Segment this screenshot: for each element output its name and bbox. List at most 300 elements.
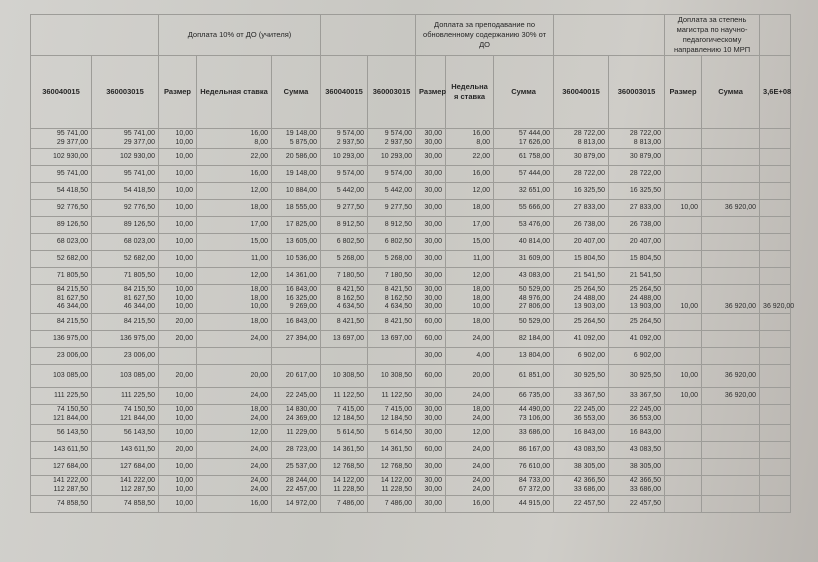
cell-value xyxy=(705,463,756,472)
table-cell xyxy=(665,442,702,459)
table-row xyxy=(31,459,791,476)
header-group-row xyxy=(31,15,791,56)
cell-value: 84 733,00 xyxy=(518,477,551,484)
table-cell xyxy=(272,348,321,365)
table-cell xyxy=(159,200,197,217)
column-header: 360040015 xyxy=(554,56,609,129)
cell-value xyxy=(763,392,787,401)
table-cell xyxy=(702,166,760,183)
table-cell xyxy=(494,388,554,405)
table-cell xyxy=(494,425,554,442)
cell-value: 11 122,50 xyxy=(381,391,413,399)
cell-value: 33 686,00 xyxy=(629,485,662,493)
table-cell xyxy=(368,314,416,331)
cell-value: 21 541,50 xyxy=(629,271,662,279)
cell-value: 19 148,00 xyxy=(285,130,318,137)
table-cell xyxy=(197,251,272,268)
table-cell xyxy=(702,217,760,234)
cell-value: 18,00 xyxy=(250,286,268,294)
cell-value: 30,00 xyxy=(424,130,443,137)
cell-value xyxy=(763,204,787,213)
table-cell xyxy=(702,285,760,314)
cell-value: 16 843,00 xyxy=(629,428,662,436)
table-cell xyxy=(159,217,197,234)
cell-value: 68 023,00 xyxy=(123,237,155,245)
table-cell xyxy=(665,129,702,149)
cell-value xyxy=(763,500,787,509)
cell-value: 10 308,50 xyxy=(332,371,365,379)
table-cell xyxy=(446,200,494,217)
table-cell xyxy=(609,331,665,348)
cell-value: 8 162,50 xyxy=(384,294,413,302)
table-cell xyxy=(416,251,446,268)
table-cell xyxy=(494,217,554,234)
cell-value: 10,00 xyxy=(680,303,699,311)
cell-value: 16,00 xyxy=(472,169,491,177)
cell-value: 86 167,00 xyxy=(518,445,551,453)
cell-value: 42 366,50 xyxy=(629,477,662,484)
cell-value: 10,00 xyxy=(175,462,193,470)
table-cell xyxy=(272,234,321,251)
table-row xyxy=(31,149,791,166)
cell-value: 10,00 xyxy=(175,428,193,436)
cell-value: 22,00 xyxy=(250,152,268,160)
table-cell xyxy=(368,217,416,234)
table-cell xyxy=(197,217,272,234)
table-cell xyxy=(197,166,272,183)
cell-value: 84 215,50 xyxy=(56,317,88,325)
table-cell xyxy=(92,405,159,425)
cell-value: 22 457,00 xyxy=(285,485,318,493)
table-cell xyxy=(446,234,494,251)
cell-value: 54 418,50 xyxy=(123,186,155,194)
cell-value: 22 245,00 xyxy=(629,406,662,413)
table-cell xyxy=(159,348,197,365)
cell-value: 19 148,00 xyxy=(285,169,318,177)
cell-value xyxy=(763,153,787,162)
cell-value xyxy=(668,139,698,148)
cell-value: 15,00 xyxy=(472,237,491,245)
table-cell xyxy=(665,217,702,234)
cell-value xyxy=(763,446,787,455)
cell-value: 68 023,00 xyxy=(56,237,88,245)
cell-value: 8,00 xyxy=(254,138,268,146)
table-cell xyxy=(702,314,760,331)
payroll-table xyxy=(30,14,795,513)
table-cell xyxy=(702,251,760,268)
table-cell xyxy=(446,442,494,459)
cell-value xyxy=(668,352,698,361)
cell-value: 41 092,00 xyxy=(573,334,606,342)
table-cell xyxy=(159,442,197,459)
cell-value xyxy=(371,352,412,361)
table-cell xyxy=(368,459,416,476)
table-cell xyxy=(197,459,272,476)
table-cell xyxy=(159,496,197,513)
cell-value xyxy=(763,429,787,438)
table-cell xyxy=(416,183,446,200)
table-cell xyxy=(665,149,702,166)
cell-value: 27 833,00 xyxy=(629,203,662,211)
cell-value: 18,00 xyxy=(250,294,268,302)
cell-value: 30,00 xyxy=(424,485,443,493)
table-cell xyxy=(197,476,272,496)
cell-value: 74 858,50 xyxy=(56,499,88,507)
cell-value: 13 697,00 xyxy=(380,334,413,342)
table-row xyxy=(31,365,791,388)
table-cell xyxy=(159,425,197,442)
cell-value: 27 833,00 xyxy=(573,203,606,211)
cell-value: 53 476,00 xyxy=(518,220,551,228)
table-cell xyxy=(92,234,159,251)
cell-value: 36 920,00 xyxy=(724,303,757,311)
table-cell xyxy=(321,268,368,285)
cell-value: 29 377,00 xyxy=(123,138,155,146)
table-cell xyxy=(665,388,702,405)
table-row xyxy=(31,251,791,268)
cell-value: 7 486,00 xyxy=(384,499,413,507)
cell-value: 16 843,00 xyxy=(285,286,318,294)
cell-value: 10,00 xyxy=(680,203,699,211)
cell-value: 12,00 xyxy=(250,271,268,279)
table-cell xyxy=(321,388,368,405)
header-group-10-percent: Доплата 10% от ДО (учителя) xyxy=(159,15,321,56)
table-cell xyxy=(159,459,197,476)
table-cell xyxy=(494,129,554,149)
column-header: Недельная ставка xyxy=(197,56,272,129)
table-cell xyxy=(197,285,272,314)
cell-value xyxy=(763,187,787,196)
column-header: Сумма xyxy=(702,56,760,129)
table-row xyxy=(31,183,791,200)
table-cell xyxy=(446,285,494,314)
cell-value: 112 287,50 xyxy=(120,485,155,493)
cell-value xyxy=(763,139,787,148)
table-cell xyxy=(159,129,197,149)
cell-value: 10,00 xyxy=(175,220,193,228)
table-row xyxy=(31,496,791,513)
cell-value xyxy=(763,295,787,304)
table-cell xyxy=(197,183,272,200)
table-row xyxy=(31,234,791,251)
cell-value: 30,00 xyxy=(424,406,443,413)
cell-value: 60,00 xyxy=(424,334,443,342)
cell-value xyxy=(705,477,756,486)
cell-value: 10,00 xyxy=(680,391,699,399)
cell-value: 10,00 xyxy=(175,294,193,302)
cell-value xyxy=(763,238,787,247)
table-cell xyxy=(665,331,702,348)
table-cell xyxy=(159,388,197,405)
cell-value xyxy=(668,335,698,344)
cell-value: 95 741,00 xyxy=(123,169,155,177)
cell-value: 13 804,00 xyxy=(518,351,551,359)
cell-value: 36 920,00 xyxy=(724,203,757,211)
cell-value: 42 366,50 xyxy=(573,477,606,484)
table-cell xyxy=(554,129,609,149)
table-cell xyxy=(416,331,446,348)
cell-value: 136 975,00 xyxy=(52,334,88,342)
cell-value xyxy=(668,429,698,438)
cell-value xyxy=(705,286,756,295)
table-cell xyxy=(760,442,791,459)
cell-value: 16,00 xyxy=(250,499,268,507)
table-cell xyxy=(272,217,321,234)
table-cell xyxy=(272,365,321,388)
table-cell xyxy=(760,425,791,442)
table-cell xyxy=(272,314,321,331)
table-cell xyxy=(92,388,159,405)
cell-value: 112 287,50 xyxy=(53,485,88,493)
cell-value xyxy=(275,352,317,361)
table-cell xyxy=(31,251,92,268)
cell-value: 11,00 xyxy=(473,254,491,262)
table-cell xyxy=(272,129,321,149)
table-cell xyxy=(494,183,554,200)
table-cell xyxy=(31,129,92,149)
cell-value: 17 825,00 xyxy=(285,220,318,228)
cell-value: 26 738,00 xyxy=(629,220,662,228)
cell-value: 14 361,50 xyxy=(332,445,365,453)
cell-value: 16 843,00 xyxy=(285,317,318,325)
cell-value: 18,00 xyxy=(472,317,491,325)
cell-value: 30,00 xyxy=(424,477,443,484)
table-cell xyxy=(31,285,92,314)
cell-value: 16 325,50 xyxy=(629,186,662,194)
cell-value: 24,00 xyxy=(250,334,268,342)
cell-value: 8 912,50 xyxy=(384,220,413,228)
cell-value: 40 814,00 xyxy=(518,237,551,245)
cell-value: 10,00 xyxy=(175,254,193,262)
cell-value: 143 611,50 xyxy=(120,445,155,453)
cell-value: 74 150,50 xyxy=(56,406,88,413)
table-cell xyxy=(159,285,197,314)
cell-value: 103 085,00 xyxy=(119,371,155,379)
table-cell xyxy=(446,183,494,200)
cell-value: 28 722,00 xyxy=(573,130,606,137)
table-cell xyxy=(321,166,368,183)
table-cell xyxy=(92,442,159,459)
cell-value: 10 308,50 xyxy=(380,371,413,379)
header-group-30-percent: Доплата за преподавание по обновленному содержанию 30% от ДО xyxy=(416,15,554,56)
cell-value xyxy=(668,500,698,509)
cell-value: 14 122,00 xyxy=(332,477,365,484)
cell-value: 30,00 xyxy=(424,462,443,470)
table-row xyxy=(31,388,791,405)
table-cell xyxy=(760,166,791,183)
table-row xyxy=(31,314,791,331)
cell-value: 136 975,00 xyxy=(119,334,155,342)
cell-value: 56 143,50 xyxy=(123,428,155,436)
cell-value xyxy=(763,486,787,495)
cell-value: 24,00 xyxy=(250,414,268,422)
cell-value: 24,00 xyxy=(472,445,491,453)
table-cell xyxy=(368,496,416,513)
cell-value xyxy=(705,170,756,179)
table-cell xyxy=(554,388,609,405)
table-cell xyxy=(368,268,416,285)
cell-value xyxy=(668,486,698,495)
cell-value: 13 697,00 xyxy=(332,334,365,342)
cell-value: 16 325,00 xyxy=(285,294,318,302)
cell-value: 20,00 xyxy=(175,445,193,453)
table-row xyxy=(31,405,791,425)
cell-value: 9 574,00 xyxy=(384,169,413,177)
column-header: 360003015 xyxy=(368,56,416,129)
table-cell xyxy=(92,285,159,314)
table-cell xyxy=(159,183,197,200)
table-cell xyxy=(92,129,159,149)
cell-value: 24 488,00 xyxy=(629,294,662,302)
table-cell xyxy=(760,217,791,234)
table-cell xyxy=(702,365,760,388)
cell-value: 92 776,50 xyxy=(56,203,88,211)
cell-value: 28 244,00 xyxy=(285,477,318,484)
cell-value xyxy=(705,352,756,361)
table-cell xyxy=(609,365,665,388)
cell-value: 30,00 xyxy=(424,254,443,262)
cell-value: 30,00 xyxy=(424,286,443,294)
cell-value: 18,00 xyxy=(250,406,268,413)
cell-value: 23 006,00 xyxy=(123,351,155,359)
cell-value: 38 305,00 xyxy=(573,462,606,470)
cell-value xyxy=(763,170,787,179)
table-cell xyxy=(760,496,791,513)
table-cell xyxy=(92,166,159,183)
table-cell xyxy=(554,200,609,217)
table-cell xyxy=(702,200,760,217)
cell-value: 36 920,00 xyxy=(763,303,795,311)
cell-value: 30,00 xyxy=(424,203,443,211)
table-cell xyxy=(416,425,446,442)
table-cell xyxy=(702,183,760,200)
table-cell xyxy=(494,405,554,425)
cell-value: 33 367,50 xyxy=(629,391,662,399)
table-cell xyxy=(321,425,368,442)
cell-value xyxy=(668,153,698,162)
table-cell xyxy=(702,348,760,365)
table-cell xyxy=(554,234,609,251)
cell-value: 84 215,50 xyxy=(123,286,155,294)
cell-value: 24,00 xyxy=(250,477,268,484)
table-cell xyxy=(665,365,702,388)
cell-value: 127 684,00 xyxy=(119,462,155,470)
cell-value: 30,00 xyxy=(424,186,443,194)
cell-value: 28 722,00 xyxy=(573,169,606,177)
table-cell xyxy=(31,476,92,496)
table-cell xyxy=(446,476,494,496)
table-cell xyxy=(446,129,494,149)
table-cell xyxy=(760,314,791,331)
table-cell xyxy=(368,425,416,442)
cell-value: 27 806,00 xyxy=(518,303,551,311)
cell-value xyxy=(668,221,698,230)
table-cell xyxy=(31,234,92,251)
cell-value xyxy=(763,406,787,415)
cell-value: 10,00 xyxy=(175,138,193,146)
table-cell xyxy=(446,331,494,348)
cell-value: 9 574,00 xyxy=(384,130,413,137)
table-cell xyxy=(368,234,416,251)
table-cell xyxy=(609,496,665,513)
cell-value: 5 875,00 xyxy=(289,138,318,146)
cell-value: 32 651,00 xyxy=(518,186,551,194)
table-row xyxy=(31,285,791,314)
table-cell xyxy=(446,251,494,268)
table-cell xyxy=(197,442,272,459)
table-cell xyxy=(554,217,609,234)
table-cell xyxy=(609,129,665,149)
table-cell xyxy=(494,166,554,183)
cell-value: 11 229,00 xyxy=(286,428,318,436)
cell-value: 95 741,00 xyxy=(123,130,155,137)
cell-value: 4,00 xyxy=(476,351,491,359)
table-cell xyxy=(31,268,92,285)
table-cell xyxy=(92,149,159,166)
table-cell xyxy=(446,166,494,183)
cell-value: 14 972,00 xyxy=(285,499,318,507)
table-cell xyxy=(321,200,368,217)
cell-value: 18,00 xyxy=(250,203,268,211)
cell-value: 22 457,50 xyxy=(573,499,606,507)
table-cell xyxy=(197,405,272,425)
table-cell xyxy=(609,285,665,314)
table-cell xyxy=(702,331,760,348)
table-cell xyxy=(31,348,92,365)
table-cell xyxy=(446,268,494,285)
cell-value: 30,00 xyxy=(424,271,443,279)
cell-value: 28 722,00 xyxy=(629,130,662,137)
table-cell xyxy=(554,285,609,314)
cell-value: 18,00 xyxy=(472,203,491,211)
column-header: Размер xyxy=(159,56,197,129)
table-cell xyxy=(665,234,702,251)
table-cell xyxy=(446,217,494,234)
table-cell xyxy=(760,348,791,365)
cell-value: 7 415,00 xyxy=(336,406,365,413)
table-cell xyxy=(368,149,416,166)
cell-value xyxy=(705,429,756,438)
table-cell xyxy=(446,459,494,476)
cell-value: 10,00 xyxy=(175,303,193,311)
cell-value: 10,00 xyxy=(175,271,193,279)
cell-value: 10 884,00 xyxy=(285,186,318,194)
header-empty xyxy=(31,15,159,56)
cell-value: 16,00 xyxy=(472,499,491,507)
cell-value: 29 377,00 xyxy=(56,138,88,146)
table-cell xyxy=(272,200,321,217)
table-cell xyxy=(702,442,760,459)
table-cell xyxy=(554,365,609,388)
table-cell xyxy=(609,314,665,331)
cell-value xyxy=(705,272,756,281)
table-cell xyxy=(665,251,702,268)
table-cell xyxy=(446,314,494,331)
cell-value: 15 804,50 xyxy=(573,254,606,262)
cell-value: 18,00 xyxy=(472,286,491,294)
cell-value: 13 903,00 xyxy=(629,303,662,311)
table-cell xyxy=(159,268,197,285)
cell-value xyxy=(705,335,756,344)
cell-value: 10,00 xyxy=(250,303,268,311)
cell-value: 102 930,00 xyxy=(52,152,88,160)
cell-value: 121 844,00 xyxy=(52,414,88,422)
table-cell xyxy=(368,183,416,200)
cell-value: 66 735,00 xyxy=(518,391,551,399)
table-cell xyxy=(609,388,665,405)
table-cell xyxy=(321,234,368,251)
table-cell xyxy=(368,365,416,388)
